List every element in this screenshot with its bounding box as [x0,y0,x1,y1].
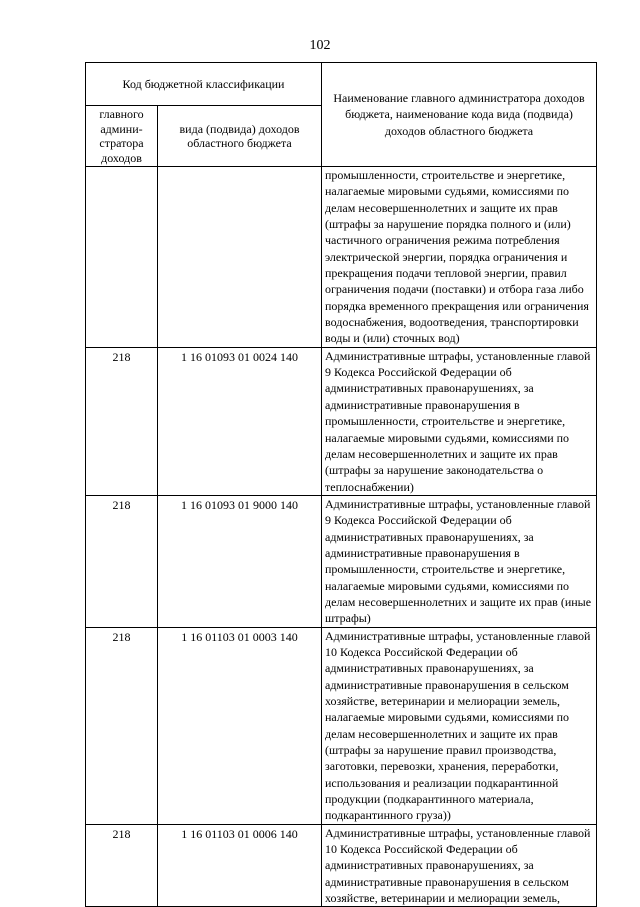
row-description: Административные штрафы, установленные главой 9 Кодекса Российской Федерации об административных правонарушениях, за административные правонарушения в промышленности, строительстве и энергетике, налагаемые мировыми судьями, комиссиями по делам несовершеннолетних и защите их прав (штрафы за нарушение законодательства о теплоснабжении) [322,347,597,495]
page-number: 102 [309,38,331,53]
row-admin-code: 218 [86,347,158,495]
table-row [86,627,597,824]
table-row [86,167,597,348]
table-row [86,824,597,907]
header-name-column: Наименование главного администратора доходов бюджета, наименование кода вида (подвида) доходов областного бюджета [322,63,597,167]
row-admin-code: 218 [86,495,158,627]
row-admin-code [86,167,158,348]
header-group-title: Код бюджетной классификации [86,63,322,106]
row-description: Административные штрафы, установленные главой 10 Кодекса Российской Федерации об административных правонарушениях, за административные правонарушения в сельском хозяйстве, ветеринарии и мелиорации земель, [322,824,597,907]
budget-classification-table [85,62,597,907]
table-row [86,347,597,495]
row-description: Административные штрафы, установленные главой 9 Кодекса Российской Федерации об административных правонарушениях, за административные правонарушения в промышленности, строительстве и энергетике, налагаемые мировыми судьями, комиссиями по делам несовершеннолетних и защите их прав (иные штрафы) [322,495,597,627]
row-revenue-code: 1 16 01103 01 0006 140 [158,824,322,907]
row-revenue-code: 1 16 01093 01 0024 140 [158,347,322,495]
row-revenue-code [158,167,322,348]
row-admin-code: 218 [86,627,158,824]
row-description: промышленности, строительстве и энергетике, налагаемые мировыми судьями, комиссиями по делам несовершеннолетних и защите их прав (штрафы за нарушение порядка полного и (или) частичного ограничения режима потребления электрической энергии, порядка ограничения и прекращения подачи тепловой энергии, правил ограничения подачи (поставки) и отбора газа либо порядка временного прекращения или ограничения водоснабжения, водоотведения, транспортировки воды и (или) сточных вод) [322,167,597,348]
row-revenue-code: 1 16 01093 01 9000 140 [158,495,322,627]
table-row [86,495,597,627]
header-row-top [86,63,597,106]
header-admin-column: главного админи-стратора доходов [86,106,158,167]
row-admin-code: 218 [86,824,158,907]
row-revenue-code: 1 16 01103 01 0003 140 [158,627,322,824]
header-code-column: вида (подвида) доходов областного бюджета [158,106,322,167]
row-description: Административные штрафы, установленные главой 10 Кодекса Российской Федерации об административных правонарушениях, за административные правонарушения в сельском хозяйстве, ветеринарии и мелиорации земель, налагаемые мировыми судьями, комиссиями по делам несовершеннолетних и защите их прав (штрафы за нарушение правил производства, заготовки, перевозки, хранения, переработки, использования и реализации подкарантинной продукции (подкарантинного материала, подкарантинного груза)) [322,627,597,824]
